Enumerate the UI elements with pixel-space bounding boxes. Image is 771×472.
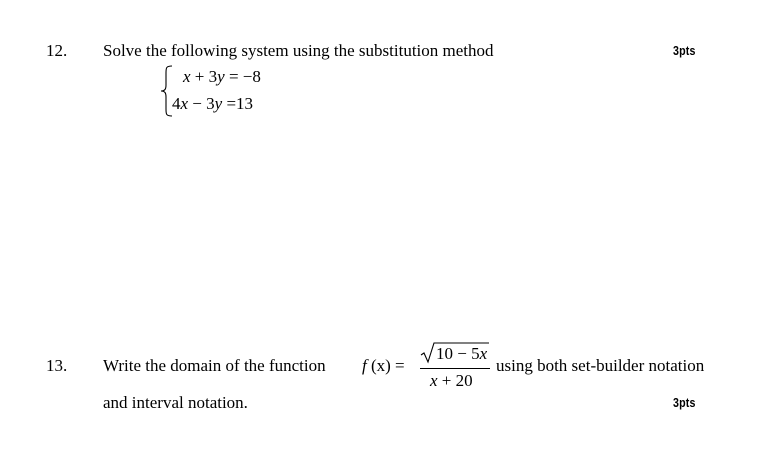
- eq1-plus: + 3: [190, 67, 218, 86]
- fraction-bar: [420, 368, 490, 369]
- denominator-text: + 20: [437, 371, 473, 390]
- system-equation-2: [172, 94, 253, 114]
- question-13-number: 13.: [46, 356, 68, 375]
- function-f: f: [362, 356, 367, 375]
- question-13-prompt-start: Write the domain of the function: [103, 356, 326, 375]
- fraction-numerator: [436, 344, 487, 364]
- question-13-line-2: and interval notation.: [103, 393, 248, 412]
- question-12-number: 12.: [46, 41, 68, 60]
- eq1-y: y: [217, 67, 225, 86]
- eq2-minus: − 3: [188, 94, 215, 113]
- numerator-var: x: [479, 344, 488, 363]
- eq2-coef: 4: [172, 94, 181, 113]
- question-12-prompt: Solve the following system using the substitution method: [103, 41, 494, 60]
- eq1-rhs: = −8: [224, 67, 261, 86]
- function-arg: (x) =: [366, 356, 405, 375]
- system-equation-1: [183, 67, 261, 87]
- fraction-denominator: [430, 371, 473, 391]
- eq1-x: x: [183, 67, 191, 86]
- eq2-rhs: =13: [222, 94, 254, 113]
- function-name: [362, 356, 405, 376]
- denominator-var: x: [430, 371, 438, 390]
- numerator-text: 10 − 5: [436, 344, 480, 363]
- question-13-prompt-end: using both set-builder notation: [496, 356, 705, 375]
- question-13-points: 3pts: [673, 395, 696, 410]
- eq2-y: y: [214, 94, 223, 113]
- eq2-x: x: [180, 94, 189, 113]
- question-12-points: 3pts: [673, 43, 696, 58]
